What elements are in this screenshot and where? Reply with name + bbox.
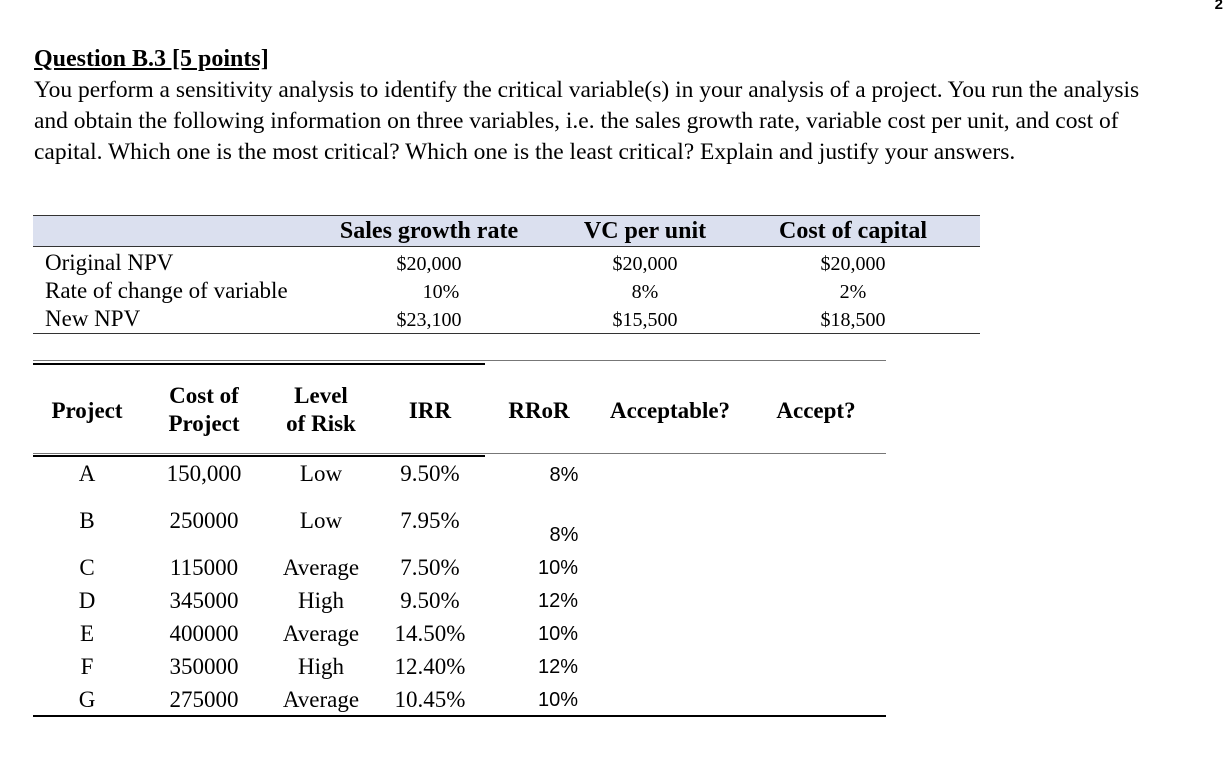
header-acceptable: Acceptable? [609, 398, 731, 423]
cell-project: E [79, 621, 95, 646]
cell-cost: 350000 [169, 654, 239, 679]
header-bottom-rule-bold [33, 455, 485, 457]
cell-cost: 150,000 [166, 461, 242, 486]
header-cost-line1: Cost of [169, 383, 239, 408]
question-title: Question B.3 [5 points] [34, 46, 269, 72]
header-project: Project [51, 398, 123, 423]
cell-project: C [79, 555, 95, 580]
cell-rror: 10% [537, 623, 579, 645]
cell-irr: 9.50% [400, 461, 460, 486]
cell-rror: 12% [537, 590, 579, 612]
table-cell: $20,000 [820, 253, 886, 275]
cell-cost: 275000 [169, 687, 239, 712]
table-cell: 2% [839, 281, 867, 303]
cell-rror: 10% [537, 689, 579, 711]
cell-project: D [78, 588, 96, 613]
page-number: 2 [1214, 0, 1223, 13]
cell-risk: Low [299, 508, 343, 533]
table-top-rule-bold [33, 363, 485, 365]
cell-risk: High [298, 654, 344, 679]
cell-project: G [78, 687, 96, 712]
cell-rror: 12% [537, 656, 579, 678]
table-cell: $15,500 [612, 309, 678, 331]
header-bottom-rule [33, 453, 886, 454]
header-accept: Accept? [776, 398, 856, 423]
cell-risk: Average [282, 621, 360, 646]
table-cell: 10% [422, 281, 460, 303]
table-cell: $20,000 [612, 253, 678, 275]
cell-rror: 8% [549, 464, 579, 486]
cell-rror: 10% [537, 557, 579, 579]
cell-cost: 400000 [169, 621, 239, 646]
table-bottom-rule [33, 333, 980, 334]
column-header-cost-of-capital: Cost of capital [779, 218, 927, 244]
table-bottom-rule [33, 715, 886, 717]
column-header-vc-per-unit: VC per unit [583, 218, 707, 244]
cell-risk: Average [282, 687, 360, 712]
cell-cost: 250000 [169, 508, 239, 533]
header-risk-line2: of Risk [286, 411, 356, 436]
cell-risk: Average [282, 555, 360, 580]
table-top-rule [33, 360, 886, 361]
row-label-new-npv: New NPV [45, 306, 141, 331]
header-rror: RRoR [508, 398, 570, 423]
cell-cost: 345000 [169, 588, 239, 613]
header-cost-line2: Project [168, 411, 240, 436]
cell-rror: 8% [549, 524, 579, 546]
table-cell: 8% [631, 281, 659, 303]
header-risk-line1: Level [294, 383, 348, 408]
cell-irr: 14.50% [394, 621, 466, 646]
sensitivity-table [33, 215, 980, 335]
table-cell: $20,000 [396, 253, 462, 275]
cell-project: B [79, 508, 95, 533]
table-cell: $18,500 [820, 309, 886, 331]
cell-irr: 7.95% [400, 508, 460, 533]
cell-irr: 9.50% [400, 588, 460, 613]
row-label-original-npv: Original NPV [45, 250, 174, 275]
cell-cost: 115000 [169, 555, 239, 580]
column-header-sales-growth: Sales growth rate [339, 218, 519, 244]
cell-risk: Low [299, 461, 343, 486]
cell-project: F [80, 654, 94, 679]
question-body: You perform a sensitivity analysis to identify the critical variable(s) in your analysis of a project. You run the analysis and obtain the following information on three variables, i.e. the sales growth rate, variable cost per unit, and cost of capital. Which one is the most critical? Which one is the least critical? Explain and justify your answers. [34, 77, 1140, 165]
cell-project: A [78, 461, 96, 486]
header-irr: IRR [408, 398, 452, 423]
cell-irr: 12.40% [394, 654, 466, 679]
cell-risk: High [298, 588, 344, 613]
row-label-rate-of-change: Rate of change of variable [45, 278, 288, 303]
table-cell: $23,100 [396, 309, 462, 331]
cell-irr: 7.50% [400, 555, 460, 580]
sensitivity-header-row [33, 215, 980, 247]
projects-table [33, 360, 886, 720]
cell-irr: 10.45% [394, 687, 466, 712]
